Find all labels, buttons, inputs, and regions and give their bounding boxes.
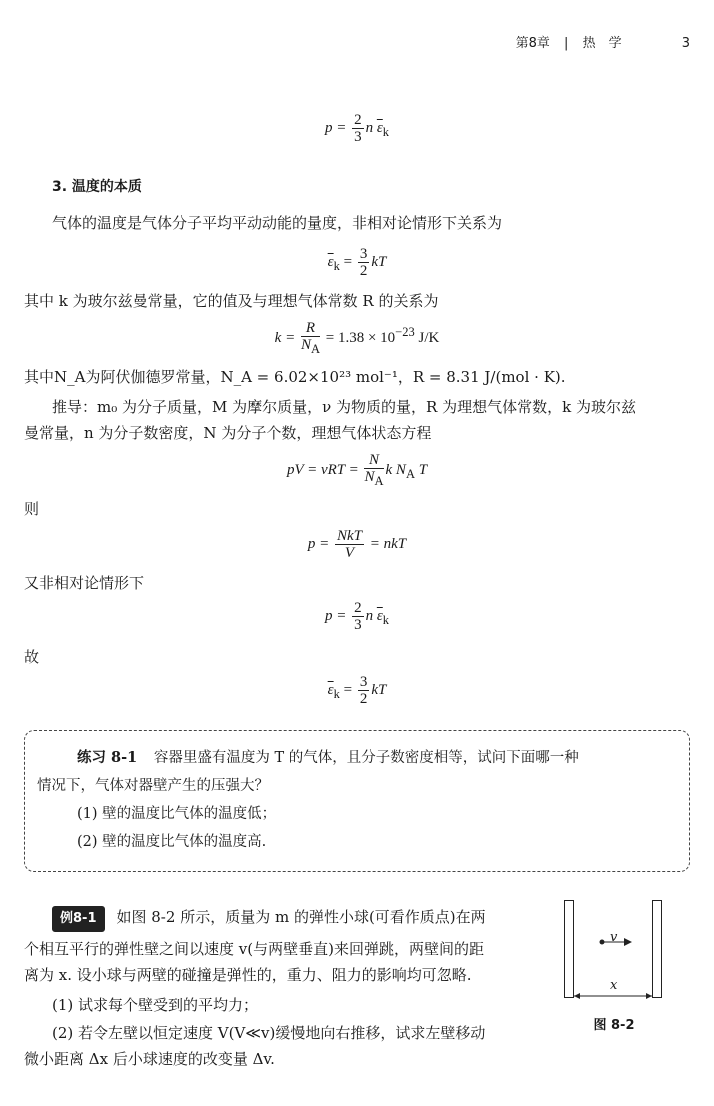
figure-drawing bbox=[564, 900, 664, 1010]
velocity-label: v bbox=[610, 930, 618, 945]
exercise-text: 情况下，气体对器壁产生的压强大？ bbox=[37, 778, 269, 794]
paragraph: 推导：m₀ 为分子质量，M 为摩尔质量，ν 为物质的量，R 为理想气体常数，k 为玻尔兹 bbox=[52, 398, 636, 416]
example-line: 离为 x. 设小球与两壁的碰撞是弹性的，重力、阻力的影响均可忽略. bbox=[24, 966, 472, 984]
distance-label: x bbox=[610, 978, 618, 993]
figure-8-2 bbox=[564, 900, 664, 1040]
paragraph: 曼常量，n 为分子数密度，N 为分子个数，理想气体状态方程 bbox=[24, 424, 432, 442]
exercise-label: 练习 8-1 bbox=[77, 749, 138, 766]
chapter-label: 第8章 bbox=[515, 36, 550, 51]
exercise-box bbox=[24, 730, 690, 872]
chapter-title: 热 学 bbox=[582, 36, 622, 51]
example-tag: 例8-1 bbox=[52, 906, 105, 932]
equation-pressure-2: p = $\frac{2}{3}$ n $\overline{\varepsilon}_k$ bbox=[324, 600, 390, 633]
exercise-option: (2) 壁的温度比气体的温度高. bbox=[77, 834, 267, 850]
paragraph: 气体的温度是气体分子平均平动动能的量度，非相对论情形下关系为 bbox=[52, 214, 503, 232]
exercise-option: (1) 壁的温度比气体的温度低； bbox=[77, 806, 277, 822]
exercise-text: 容器里盛有温度为 T 的气体，且分子数密度相等，试问下面哪一种 bbox=[153, 750, 579, 766]
equation-energy-1: $\overline{\varepsilon}_k$ = $\frac{3}{2}$ kT bbox=[327, 246, 387, 279]
equation-boltzmann: k = $\frac{R}{N_A}$ = $1.38 \times 10^{-23}$ J/K bbox=[274, 320, 440, 356]
example-line: 例8-1 如图 8-2 所示，质量为 m 的弹性小球(可看作质点)在两 bbox=[52, 906, 486, 932]
equation-pressure-1: p = $\frac{2}{3}$ n $\overline{\varepsilon}_k$ bbox=[324, 112, 390, 145]
velocity-arrowhead bbox=[624, 938, 632, 946]
section-heading: 3. 温度的本质 bbox=[52, 179, 142, 195]
paragraph: 又非相对论情形下 bbox=[24, 574, 145, 592]
paragraph: 故 bbox=[24, 648, 40, 666]
example-question: (1) 试求每个壁受到的平均力； bbox=[52, 996, 259, 1014]
header-separator: | bbox=[564, 36, 569, 51]
ball bbox=[600, 940, 605, 945]
example-line: 个相互平行的弹性壁之间以速度 v(与两壁垂直)来回弹跳，两壁间的距 bbox=[24, 940, 484, 958]
page-number: 3 bbox=[681, 36, 690, 51]
figure-caption: 图 8-2 bbox=[593, 1018, 635, 1033]
equation-ideal-gas: pV = νRT = $\frac{N}{N_A}$ k $N_A$ T bbox=[286, 452, 428, 488]
paragraph: 其中 k 为玻尔兹曼常量，它的值及与理想气体常数 R 的关系为 bbox=[24, 292, 439, 310]
equation-energy-2: $\overline{\varepsilon}_k$ = $\frac{3}{2}$ kT bbox=[327, 674, 387, 707]
example-question: 微小距离 Δx 后小球速度的改变量 Δv. bbox=[24, 1050, 275, 1068]
equation-pressure-nkt: p = $\frac{\text{NkT}}{V}$ = nkT bbox=[307, 528, 407, 561]
paragraph: 则 bbox=[24, 500, 40, 518]
running-header bbox=[506, 32, 690, 51]
example-question: (2) 若令左壁以恒定速度 V(V≪v)缓慢地向右推移，试求左壁移动 bbox=[52, 1024, 486, 1042]
paragraph: 其中N_A为阿伏伽德罗常量，N_A = 6.02×10²³ mol⁻¹，R = 8.31 J/(mol · K). bbox=[24, 368, 566, 386]
